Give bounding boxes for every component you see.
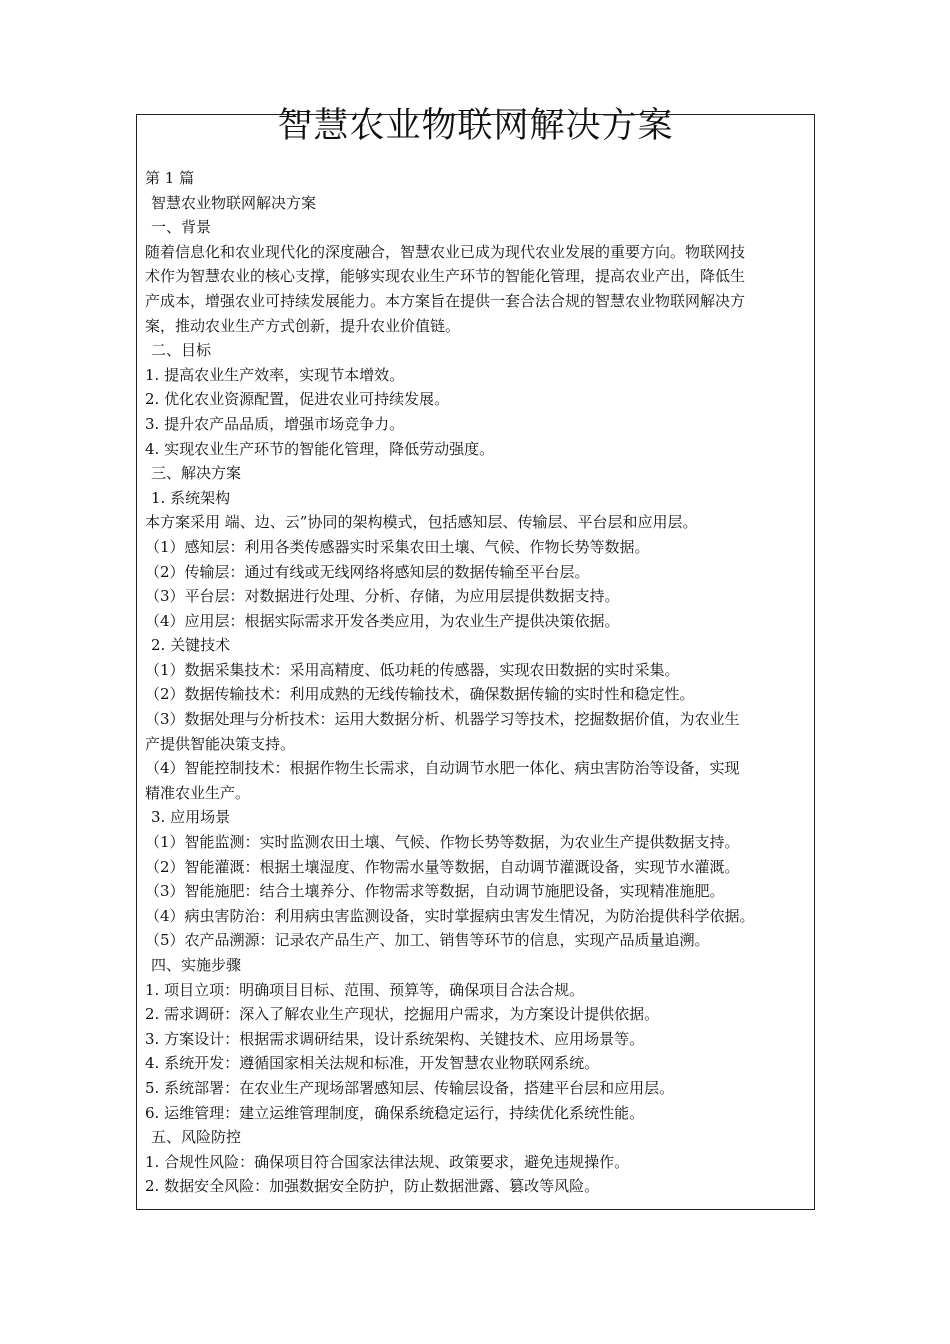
text-line: （3）平台层：对数据进行处理、分析、存储，为应用层提供数据支持。 xyxy=(145,587,620,606)
text-line: （2）传输层：通过有线或无线网络将感知层的数据传输至平台层。 xyxy=(145,562,590,581)
text-line: （4）病虫害防治：利用病虫害监测设备，实时掌握病虫害发生情况，为防治提供科学依据。 xyxy=(145,906,755,925)
text-line: 产提供智能决策支持。 xyxy=(145,734,296,753)
text-line: 1. 项目立项：明确项目目标、范围、预算等，确保项目合法合规。 xyxy=(145,980,585,999)
text-line: 2. 关键技术 xyxy=(151,636,231,655)
text-line: 四、实施步骤 xyxy=(151,956,242,974)
text-line: 4. 实现农业生产环节的智能化管理，降低劳动强度。 xyxy=(145,439,495,458)
text-line: （2）智能灌溉：根据土壤湿度、作物需水量等数据，自动调节灌溉设备，实现节水灌溉。 xyxy=(145,857,740,876)
text-line: 五、风险防控 xyxy=(151,1128,242,1147)
text-line: （4）智能控制技术：根据作物生长需求，自动调节水肥一体化、病虫害防治等设备，实现 xyxy=(145,759,740,778)
text-line: 案，推动农业生产方式创新，提升农业价值链。 xyxy=(145,316,461,335)
text-line: 二、目标 xyxy=(151,341,212,360)
text-line: 4. 系统开发：遵循国家相关法规和标准，开发智慧农业物联网系统。 xyxy=(145,1054,600,1073)
text-line: 2. 优化农业资源配置，促进农业可持续发展。 xyxy=(145,390,450,409)
text-line: 精准农业生产。 xyxy=(145,783,251,802)
text-line: （2）数据传输技术：利用成熟的无线传输技术，确保数据传输的实时性和稳定性。 xyxy=(145,685,695,704)
text-line: 1. 合规性风险：确保项目符合国家法律法规、政策要求，避免违规操作。 xyxy=(145,1152,630,1171)
text-line: 本方案采用 端、边、云”协同的架构模式，包括感知层、传输层、平台层和应用层。 xyxy=(145,513,698,532)
text-line: （3）智能施肥：结合土壤养分、作物需求等数据，自动调节施肥设备，实现精准施肥。 xyxy=(145,882,725,901)
text-line: 智慧农业物联网解决方案 xyxy=(151,193,317,212)
text-line: 5. 系统部署：在农业生产现场部署感知层、传输层设备，搭建平台层和应用层。 xyxy=(145,1078,675,1097)
document-body xyxy=(145,166,810,1199)
text-line: 产成本，增强农业可持续发展能力。本方案旨在提供一套合法合规的智慧农业物联网解决方 xyxy=(145,291,746,310)
text-line: 6. 运维管理：建立运维管理制度，确保系统稳定运行，持续优化系统性能。 xyxy=(145,1103,645,1122)
text-line: 三、解决方案 xyxy=(151,464,242,483)
text-line: 第 1 篇 xyxy=(145,169,195,187)
document-title: 智慧农业物联网解决方案 xyxy=(277,106,674,146)
text-line: （1）智能监测：实时监测农田土壤、气候、作物长势等数据，为农业生产提供数据支持。 xyxy=(145,833,740,852)
text-line: 一、背景 xyxy=(151,218,212,237)
text-line: （3）数据处理与分析技术：运用大数据分析、机器学习等技术，挖掘数据价值，为农业生 xyxy=(145,710,740,729)
text-line: 2. 需求调研：深入了解农业生产现状，挖掘用户需求，为方案设计提供依据。 xyxy=(145,1005,660,1024)
text-line: 3. 提升农产品品质，增强市场竞争力。 xyxy=(145,414,405,433)
text-line: 术作为智慧农业的核心支撑，能够实现农业生产环节的智能化管理，提高农业产出，降低生 xyxy=(145,267,746,286)
text-line: 3. 方案设计：根据需求调研结果，设计系统架构、关键技术、应用场景等。 xyxy=(145,1029,645,1048)
text-line: （5）农产品溯源：记录农产品生产、加工、销售等环节的信息，实现产品质量追溯。 xyxy=(145,931,710,950)
text-line: （1）感知层：利用各类传感器实时采集农田土壤、气候、作物长势等数据。 xyxy=(145,537,650,556)
text-line: 随着信息化和农业现代化的深度融合，智慧农业已成为现代农业发展的重要方向。物联网技 xyxy=(145,242,746,261)
text-line: 3. 应用场景 xyxy=(151,808,231,827)
text-line: （1）数据采集技术：采用高精度、低功耗的传感器，实现农田数据的实时采集。 xyxy=(145,660,680,679)
text-line: 2. 数据安全风险：加强数据安全防护，防止数据泄露、篡改等风险。 xyxy=(145,1177,600,1196)
text-line: 1. 提高农业生产效率，实现节本增效。 xyxy=(145,365,405,384)
text-line: （4）应用层：根据实际需求开发各类应用，为农业生产提供决策依据。 xyxy=(145,611,620,630)
text-line: 1. 系统架构 xyxy=(151,488,231,507)
